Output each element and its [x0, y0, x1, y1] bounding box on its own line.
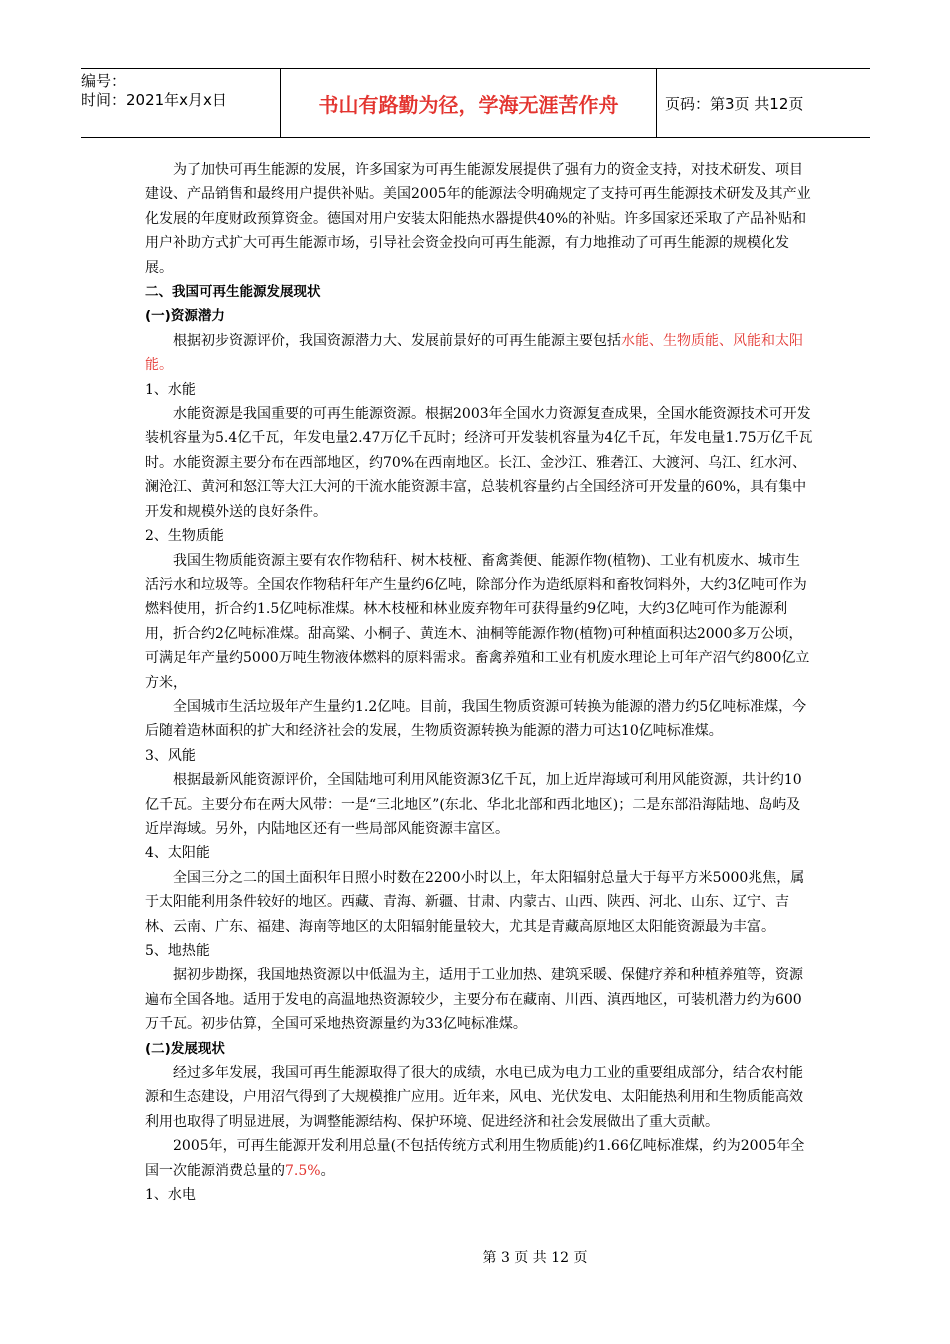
section-heading: 二、我国可再生能源发展现状 [145, 284, 321, 301]
time-label: 时间：2021年x月x日 [81, 91, 227, 109]
header-meta [81, 69, 281, 137]
paragraph: 据初步勘探，我国地热资源以中低温为主，适用于工业加热、建筑采暖、保健疗养和种植养殖等，资源遍布全国各地。适用于发电的高温地热资源较少，主要分布在藏南、川西、滇西地区，可装机潜力约为600万千瓦。初步估算，全国可采地热资源量约为33亿吨标准煤。 [145, 967, 803, 1033]
paragraph [145, 1134, 813, 1183]
number-label: 编号： [81, 72, 127, 90]
subsection-heading: (二)发展现状 [145, 1040, 225, 1057]
page-header [81, 68, 870, 138]
page-footer [0, 1247, 950, 1267]
paragraph-text: 。 [320, 1162, 335, 1179]
document-body [145, 158, 813, 1207]
paragraph: 我国生物质能资源主要有农作物秸秆、树木枝桠、畜禽粪便、能源作物(植物)、工业有机废水、城市生活污水和垃圾等。全国农作物秸秆年产生量约6亿吨，除部分作为造纸原料和畜牧饲料外，大约3亿吨可作为燃料使用，折合约1.5亿吨标准煤。林木枝桠和林业废弃物年可获得量约9亿吨，大约3亿吨可作为能源利用，折合约2亿吨标准煤。甜高粱、小桐子、黄连木、油桐等能源作物(植物)可种植面积达2000多万公顷，可满足年产量约5000万吨生物液体燃料的原料需求。畜禽养殖和工业有机废水理论上可年产沼气约800亿立方米， [145, 552, 810, 691]
item-heading: 1、水能 [145, 381, 196, 398]
paragraph: 为了加快可再生能源的发展，许多国家为可再生能源发展提供了强有力的资金支持，对技术研发、项目建设、产品销售和最终用户提供补贴。美国2005年的能源法令明确规定了支持可再生能源技术研发及其产业化发展的年度财政预算资金。德国对用户安装太阳能热水器提供40%的补贴。许多国家还采取了产品补贴和用户补助方式扩大可再生能源市场，引导社会资金投向可再生能源，有力地推动了可再生能源的规模化发展。 [145, 162, 811, 276]
paragraph: 经过多年发展，我国可再生能源取得了很大的成绩，水电已成为电力工业的重要组成部分，结合农村能源和生态建设，户用沼气得到了大规模推广应用。近年来，风电、光伏发电、太阳能热利用和生物质能高效利用也取得了明显进展，为调整能源结构、保护环境、促进经济和社会发展做出了重大贡献。 [145, 1065, 803, 1130]
paragraph: 根据最新风能资源评价，全国陆地可利用风能资源3亿千瓦，加上近岸海域可利用风能资源，共计约10亿千瓦。主要分布在两大风带：一是“三北地区”(东北、华北北部和西北地区)；二是东部沿海陆地、岛屿及近岸海域。另外，内陆地区还有一些局部风能资源丰富区。 [145, 772, 802, 837]
paragraph: 水能资源是我国重要的可再生能源资源。根据2003年全国水力资源复查成果，全国水能资源技术可开发装机容量为5.4亿千瓦，年发电量2.47万亿千瓦时；经济可开发装机容量为4亿千瓦，年发电量1.75万亿千瓦时。水能资源主要分布在西部地区，约70%在西南地区。长江、金沙江、雅砻江、大渡河、乌江、红水河、澜沧江、黄河和怒江等大江大河的干流水能资源丰富，总装机容量约占全国经济可开发量的60%，具有集中开发和规模外送的良好条件。 [145, 406, 813, 520]
item-heading: 2、生物质能 [145, 528, 224, 545]
header-motto: 书山有路勤为径，学海无涯苦作舟 [281, 69, 657, 137]
footer-page-number: 第 3 页 共 12 页 [482, 1250, 588, 1266]
paragraph-text: 2005年，可再生能源开发利用总量(不包括传统方式利用生物质能)约1.66亿吨标准煤，约为2005年全国一次能源消费总量的 [145, 1138, 805, 1179]
subsection-heading: (一)资源潜力 [145, 308, 225, 325]
highlight-text: 水能、生物质能、风能和太阳能。 [145, 332, 803, 374]
header-page-label: 页码：第3页 共12页 [665, 94, 804, 113]
item-heading: 1、水电 [145, 1187, 196, 1204]
item-heading: 5、地热能 [145, 943, 210, 959]
item-heading: 4、太阳能 [145, 845, 210, 862]
paragraph-text: 根据初步资源评价，我国资源潜力大、发展前景好的可再生能源主要包括 [173, 332, 621, 349]
paragraph: 全国城市生活垃圾年产生量约1.2亿吨。目前，我国生物质资源可转换为能源的潜力约5亿吨标准煤，今后随着造林面积的扩大和经济社会的发展，生物质资源转换为能源的潜力可达10亿吨标准煤。 [145, 698, 807, 740]
highlight-text: 7.5% [285, 1162, 321, 1179]
paragraph [145, 329, 813, 378]
paragraph: 全国三分之二的国土面积年日照小时数在2200小时以上，年太阳辐射总量大于每平方米5000兆焦，属于太阳能利用条件较好的地区。西藏、青海、新疆、甘肃、内蒙古、山西、陕西、河北、山东、辽宁、吉林、云南、广东、福建、海南等地区的太阳辐射能量较大，尤其是青藏高原地区太阳能资源最为丰富。 [145, 869, 805, 935]
item-heading: 3、风能 [145, 747, 196, 764]
